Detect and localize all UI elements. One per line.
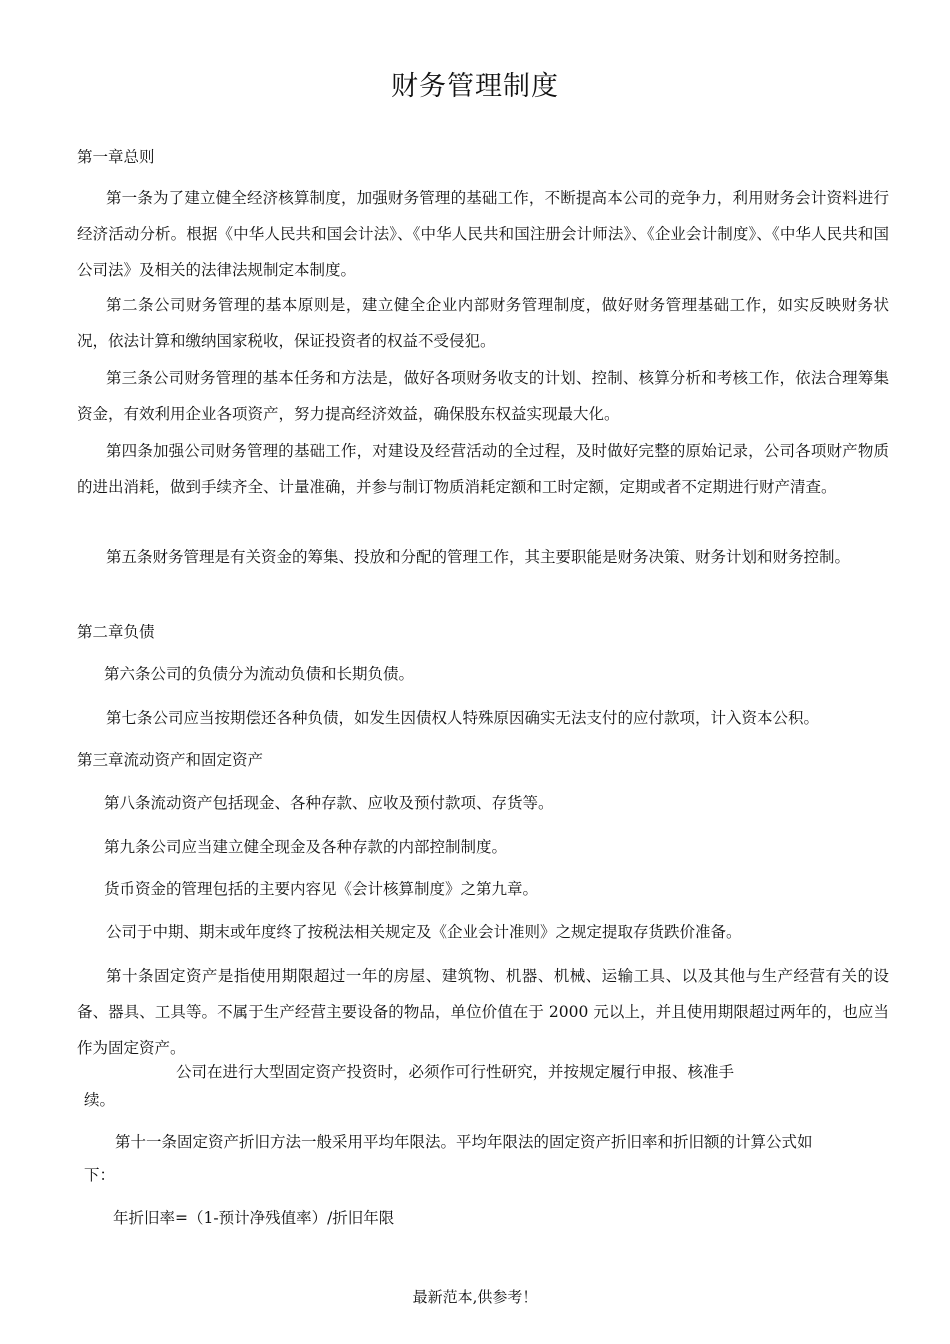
article-11-line-2: 下：: [84, 1166, 116, 1184]
note-investment-line-1: 公司在进行大型固定资产投资时，必须作可行性研究，并按规定履行申报、核准手: [176, 1063, 735, 1081]
article-11-line-1: 第十一条固定资产折旧方法一般采用平均年限法。平均年限法的固定资产折旧率和折旧额的计算公式如: [115, 1133, 813, 1151]
article-2: 第二条公司财务管理的基本原则是，建立健全企业内部财务管理制度，做好财务管理基础工作，如实反映财务状况，依法计算和缴纳国家税收，保证投资者的权益不受侵犯。: [77, 296, 889, 350]
depreciation-formula: 年折旧率=（1-预计净残值率）/折旧年限: [113, 1209, 395, 1227]
note-cash-management: 货币资金的管理包括的主要内容见《会计核算制度》之第九章。: [104, 880, 539, 898]
article-9: 第九条公司应当建立健全现金及各种存款的内部控制制度。: [104, 838, 508, 856]
article-5: 第五条财务管理是有关资金的筹集、投放和分配的管理工作，其主要职能是财务决策、财务计划和财务控制。: [106, 548, 851, 566]
page-footer: 最新范本,供参考！: [412, 1288, 538, 1306]
article-1: 第一条为了建立健全经济核算制度，加强财务管理的基础工作，不断提高本公司的竞争力，利用财务会计资料进行经济活动分析。根据《中华人民共和国会计法》、《中华人民共和国注册会计师法》、《企业会计制度》、《中华人民共和国公司法》及相关的法律法规制定本制度。: [77, 189, 889, 279]
article-10: 第十条固定资产是指使用期限超过一年的房屋、建筑物、机器、机械、运输工具、以及其他与生产经营有关的设备、器具、工具等。不属于生产经营主要设备的物品，单位价值在于 2000 元以上，并且使用期限超过两年的，也应当作为固定资产。: [77, 967, 889, 1057]
article-8: 第八条流动资产包括现金、各种存款、应收及预付款项、存货等。: [104, 794, 554, 812]
article-4: 第四条加强公司财务管理的基础工作，对建设及经营活动的全过程，及时做好完整的原始记录，公司各项财产物质的进出消耗，做到手续齐全、计量准确，并参与制订物质消耗定额和工时定额，定期或者不定期进行财产清查。: [77, 442, 889, 496]
document-title: 财务管理制度: [391, 71, 559, 102]
note-inventory: 公司于中期、期末或年度终了按税法相关规定及《企业会计准则》之规定提取存货跌价准备。: [106, 923, 742, 941]
article-7: 第七条公司应当按期偿还各种负债，如发生因债权人特殊原因确实无法支付的应付款项，计入资本公积。: [106, 709, 820, 727]
chapter-heading-1: 第一章总则: [77, 148, 155, 166]
article-3: 第三条公司财务管理的基本任务和方法是，做好各项财务收支的计划、控制、核算分析和考核工作，依法合理筹集资金，有效利用企业各项资产，努力提高经济效益，确保股东权益实现最大化。: [77, 369, 889, 423]
note-investment-line-2: 续。: [84, 1091, 116, 1109]
chapter-heading-2: 第二章负债: [77, 623, 155, 641]
article-6: 第六条公司的负债分为流动负债和长期负债。: [104, 665, 415, 683]
chapter-heading-3: 第三章流动资产和固定资产: [77, 751, 264, 769]
